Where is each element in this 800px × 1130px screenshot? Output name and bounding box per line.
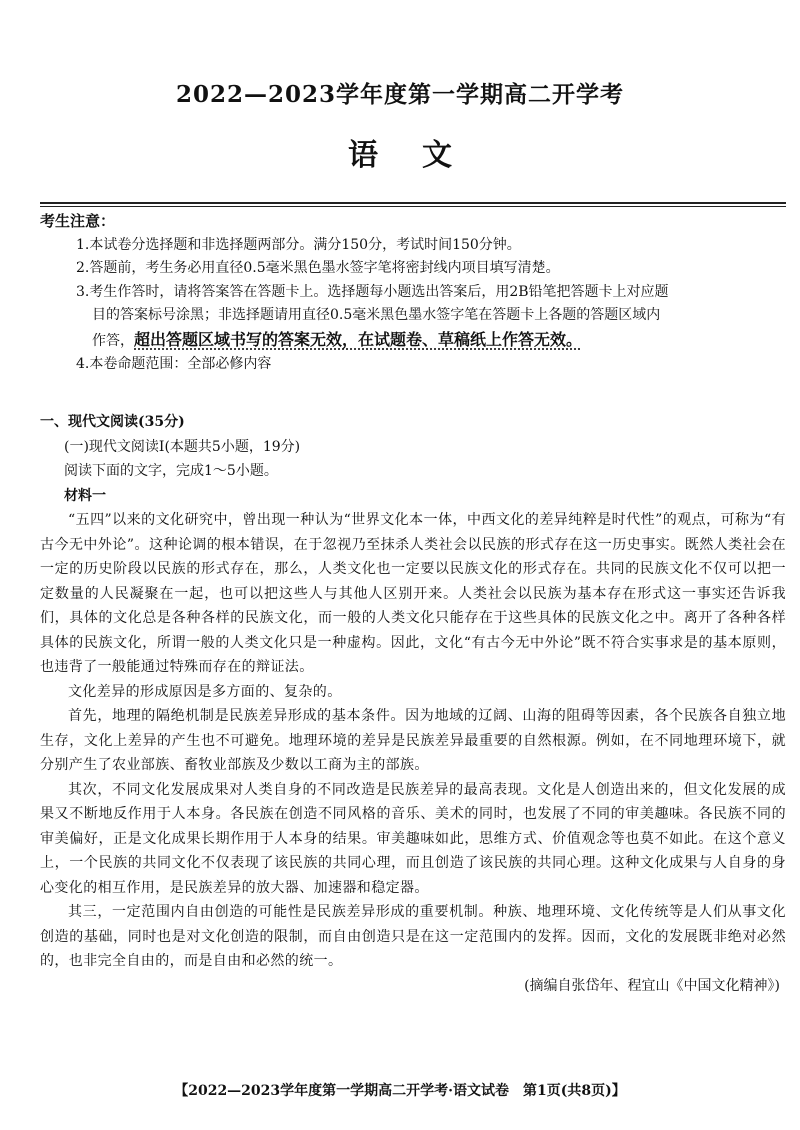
paragraph-4: 其次，不同文化发展成果对人类自身的不同改造是民族差异的最高表现。文化是人创造出来的，但文化发展的成果又不断地反作用于人本身。各民族在创造不同风格的音乐、美术的同时，也发展了不同的审美趣味。各民族不同的审美偏好，正是文化成果长期作用于人本身的结果。审美趣味如此，思维方式、价值观念等也莫不如此。在这个意义上，一个民族的共同文化不仅表现了该民族的共同心理，而且创造了该民族的共同心理。这种文化成果与人自身的身心变化的相互作用，是民族差异的放大器、加速器和稳定器。 xyxy=(40,781,786,896)
reading-instruction: 阅读下面的文字，完成1～5小题。 xyxy=(64,463,278,479)
exam-title: 2022—2023学年度第一学期高二开学考 xyxy=(175,81,625,108)
notice-item-4: 4.本卷命题范围：全部必修内容 xyxy=(76,356,272,372)
divider-thick xyxy=(40,202,786,204)
notice-item-1: 1.本试卷分选择题和非选择题两部分。满分150分，考试时间150分钟。 xyxy=(76,236,521,253)
subject-title: 语文 xyxy=(348,138,496,173)
notice-item-2: 2.答题前，考生务必用直径0.5毫米黑色墨水签字笔将密封线内项目填写清楚。 xyxy=(76,260,560,276)
subsection-heading: (一)现代文阅读Ⅰ(本题共5小题，19分) xyxy=(64,438,301,455)
material-title: 材料一 xyxy=(64,487,106,504)
paragraph-3: 首先，地理的隔绝机制是民族差异形成的基本条件。因为地域的辽阔、山海的阻碍等因素，各个民族各自独立地生存，文化上差异的产生也不可避免。地理环境的差异是民族差异最重要的自然根源。例如，在不同地理环境下，就分别产生了农业部族、畜牧业部族及少数以工商为主的部族。 xyxy=(40,708,786,773)
notice-item-3-line-3 xyxy=(40,328,786,354)
source-citation: (摘编自张岱年、程宜山《中国文化精神》) xyxy=(524,977,780,994)
candidate-notice xyxy=(40,210,786,377)
section-modern-reading xyxy=(40,410,786,998)
notice-heading: 考生注意： xyxy=(40,212,116,230)
section-heading: 一、现代文阅读(35分) xyxy=(40,414,185,430)
notice-item-3-line-2: 目的答案标号涂黑；非选择题请用直径0.5毫米黑色墨水签字笔在答题卡上各题的答题区域内 xyxy=(92,307,661,323)
paragraph-5: 其三，一定范围内自由创造的可能性是民族差异形成的重要机制。种族、地理环境、文化传统等是人们从事文化创造的基础，同时也是对文化创造的限制，而自由创造只是在这一定范围内的发挥。因而，文化的发展既非绝对必然的，也非完全自由的，而是自由和必然的统一。 xyxy=(40,904,786,969)
divider-thin xyxy=(40,206,786,207)
notice-emphasis: 超出答题区域书写的答案无效，在试题卷、草稿纸上作答无效。 xyxy=(134,329,583,349)
notice-item-3-line-1: 3.考生作答时，请将答案答在答题卡上。选择题每小题选出答案后，用2B铅笔把答题卡上对应题 xyxy=(76,283,669,300)
notice-item-3-prefix: 作答， xyxy=(92,332,134,349)
paragraph-2: 文化差异的形成原因是多方面的、复杂的。 xyxy=(68,683,342,700)
page-footer: 【2022—2023学年度第一学期高二开学考·语文试卷 第1页(共8页)】 xyxy=(174,1083,626,1099)
paragraph-1: “五四”以来的文化研究中，曾出现一种认为“世界文化本一体，中西文化的差异纯粹是时代性”的观点，可称为“有古今无中外论”。这种论调的根本错误，在于忽视乃至抹杀人类社会以民族的形式存在这一历史事实。既然人类社会在一定的历史阶段以民族的形式存在，那么，人类文化也一定要以民族文化的形式存在。共同的民族文化不仅可以把一定数量的人民凝聚在一起，也可以把这些人与其他人区别开来。人类社会以民族为基本存在形式这一事实还告诉我们，具体的文化总是各种各样的民族文化，而一般的人类文化只能存在于这些具体的民族文化之中。离开了各种各样具体的民族文化，所谓一般的人类文化只是一种虚构。因此，文化“有古今无中外论”既不符合实事求是的基本原则，也违背了一般能通过特殊而存在的辩证法。 xyxy=(40,512,786,675)
